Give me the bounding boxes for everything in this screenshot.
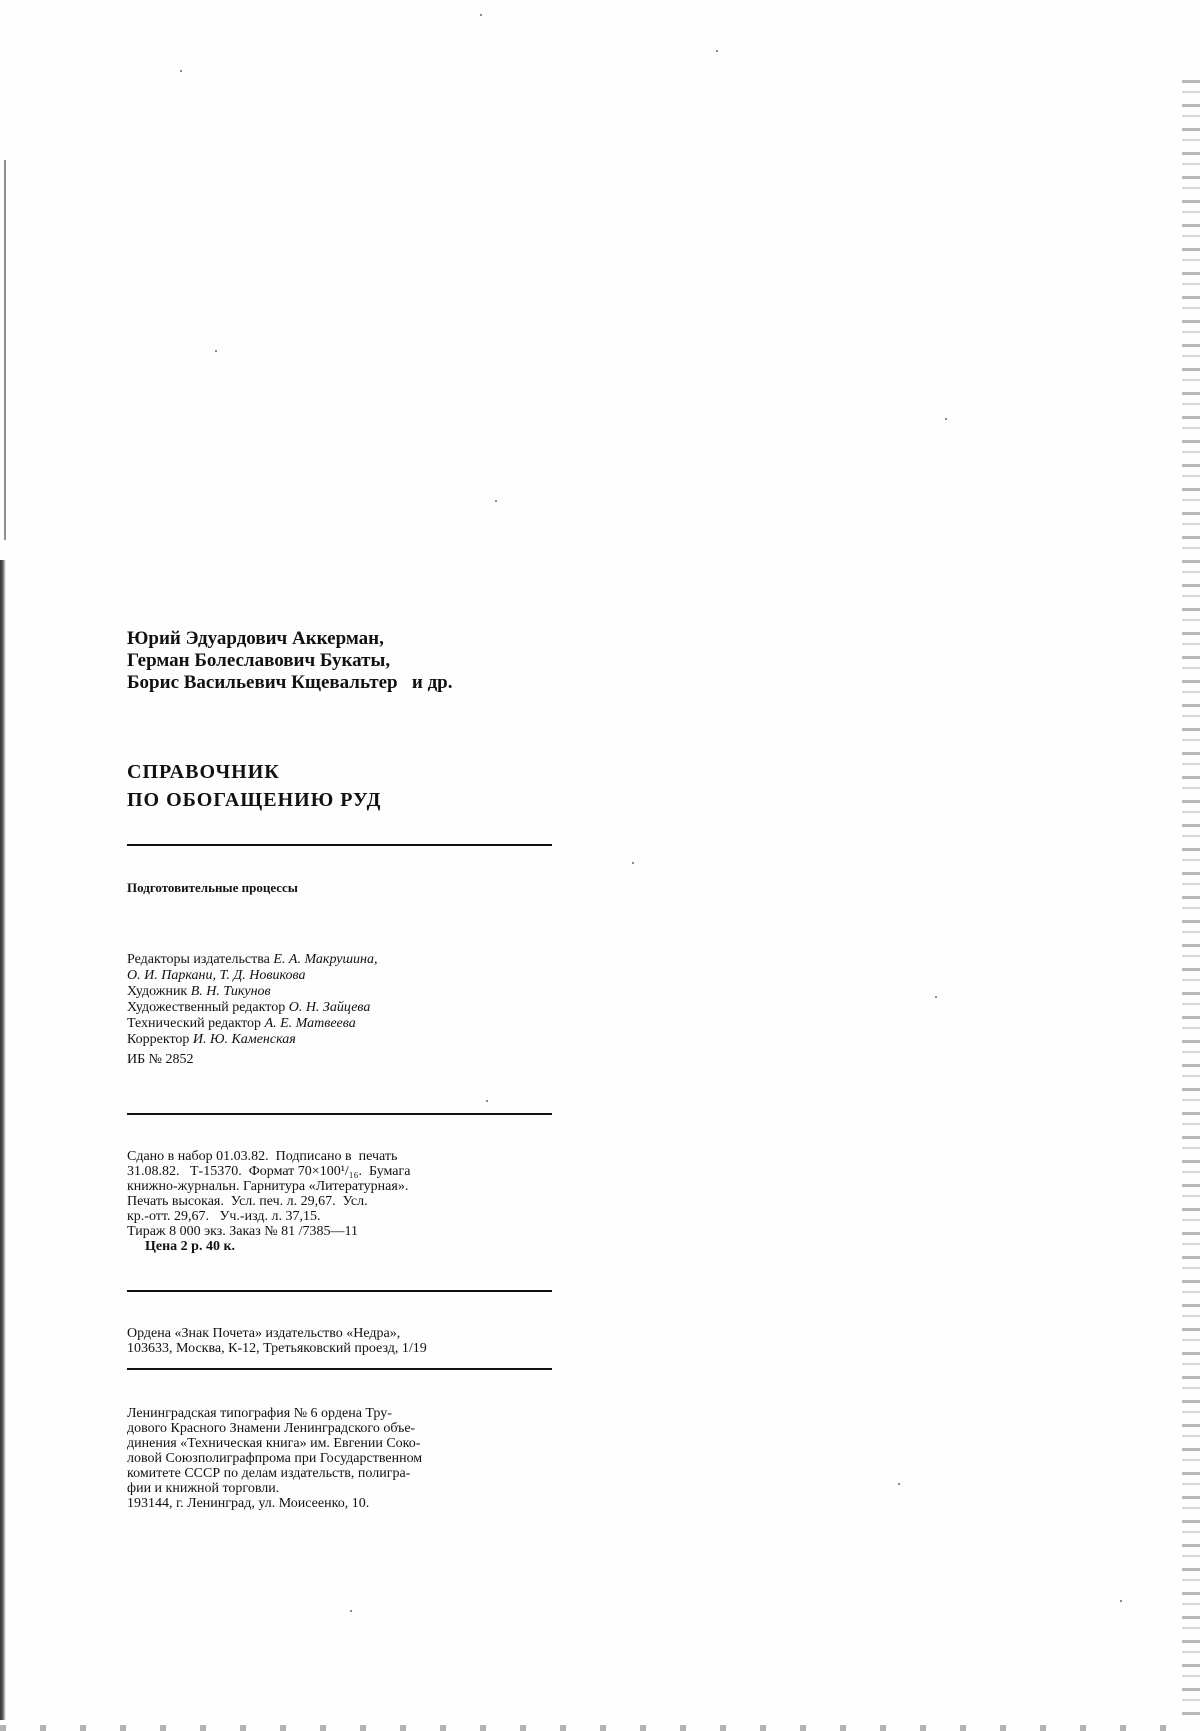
divider <box>127 1368 552 1370</box>
print-detail-line: Печать высокая. Усл. печ. л. 29,67. Усл. <box>127 1194 368 1209</box>
book-subtitle: Подготовительные процессы <box>127 880 298 895</box>
printer-line: комитете СССР по делам издательств, полигра- <box>127 1466 411 1481</box>
publisher-line: Ордена «Знак Почета» издательство «Недра», <box>127 1326 401 1341</box>
scan-speck <box>215 350 217 352</box>
print-detail-line: кр.-отт. 29,67. Уч.-изд. л. 37,15. <box>127 1209 321 1224</box>
printer-line: 193144, г. Ленинград, ул. Моисеенко, 10. <box>127 1496 370 1511</box>
scan-edge-right <box>1182 80 1200 1720</box>
divider <box>127 1290 552 1292</box>
credit-line <box>127 968 552 984</box>
credit-name: В. Н. Тикунов <box>190 984 271 999</box>
scan-speck <box>350 1610 352 1612</box>
scan-speck <box>716 50 718 52</box>
divider <box>127 1113 552 1115</box>
printer-line: ловой Союзполиграфпрома при Государственном <box>127 1451 423 1466</box>
ib-number: ИБ № 2852 <box>127 1052 194 1067</box>
scan-edge-bottom <box>0 1725 1200 1731</box>
scan-edge-left <box>0 560 6 1720</box>
divider <box>127 844 552 846</box>
publisher <box>127 1326 552 1356</box>
credit-line <box>127 1016 552 1032</box>
credits <box>127 952 552 1068</box>
author-name: Юрий Эдуардович Аккерман, <box>127 628 384 649</box>
author-list <box>127 628 552 694</box>
credit-role: Корректор <box>127 1032 193 1047</box>
credit-role: Технический редактор <box>127 1016 265 1031</box>
scan-speck <box>935 996 937 998</box>
book-title-line: ПО ОБОГАЩЕНИЮ РУД <box>127 789 382 811</box>
scan-speck <box>945 418 947 420</box>
credit-role: Художественный редактор <box>127 1000 289 1015</box>
scan-speck <box>180 70 182 72</box>
author-name: Борис Васильевич Кщевальтер и др. <box>127 672 453 693</box>
printer-line: фии и книжной торговли. <box>127 1481 280 1496</box>
print-detail-line: Сдано в набор 01.03.82. Подписано в печать <box>127 1149 398 1164</box>
print-details <box>127 1149 552 1254</box>
printing-house <box>127 1406 552 1511</box>
print-detail-line: книжно-журнальн. Гарнитура «Литературная». <box>127 1179 409 1194</box>
publisher-line: 103633, Москва, К-12, Третьяковский проезд, 1/19 <box>127 1341 427 1356</box>
printer-line: динения «Техническая книга» им. Евгении Соко- <box>127 1436 421 1451</box>
credit-line <box>127 1032 552 1048</box>
credit-role: Художник <box>127 984 191 999</box>
scan-speck <box>480 14 482 16</box>
printer-line: дового Красного Знамени Ленинградского объе- <box>127 1421 416 1436</box>
scan-speck <box>495 500 497 502</box>
book-title-line: СПРАВОЧНИК <box>127 761 280 783</box>
credit-line <box>127 1052 552 1068</box>
print-detail-line: Тираж 8 000 экз. Заказ № 81 /7385—11 <box>127 1224 359 1239</box>
scan-speck <box>898 1483 900 1485</box>
print-detail-line: 31.08.82. Т-15370. Формат 70×100¹/₁₆. Бумага <box>127 1164 411 1179</box>
credit-role: Редакторы издательства <box>127 952 274 967</box>
printer-line: Ленинградская типография № 6 ордена Тру- <box>127 1406 392 1421</box>
credit-name: И. Ю. Каменская <box>192 1032 296 1047</box>
scan-speck <box>632 862 634 864</box>
scan-speck <box>1120 1600 1122 1602</box>
book-title <box>127 758 552 814</box>
credit-name: Е. А. Макрушина, <box>273 952 378 967</box>
credit-line <box>127 984 552 1000</box>
credit-name: О. И. Паркани, Т. Д. Новикова <box>127 968 306 983</box>
price: Цена 2 р. 40 к. <box>145 1239 236 1254</box>
credit-line <box>127 952 552 968</box>
credit-name: А. Е. Матвеева <box>264 1016 356 1031</box>
credit-name: О. Н. Зайцева <box>288 1000 371 1015</box>
credit-line <box>127 1000 552 1016</box>
author-name: Герман Болеславович Букаты, <box>127 650 391 671</box>
scan-edge-left-top <box>4 160 6 540</box>
colophon <box>127 628 552 1511</box>
